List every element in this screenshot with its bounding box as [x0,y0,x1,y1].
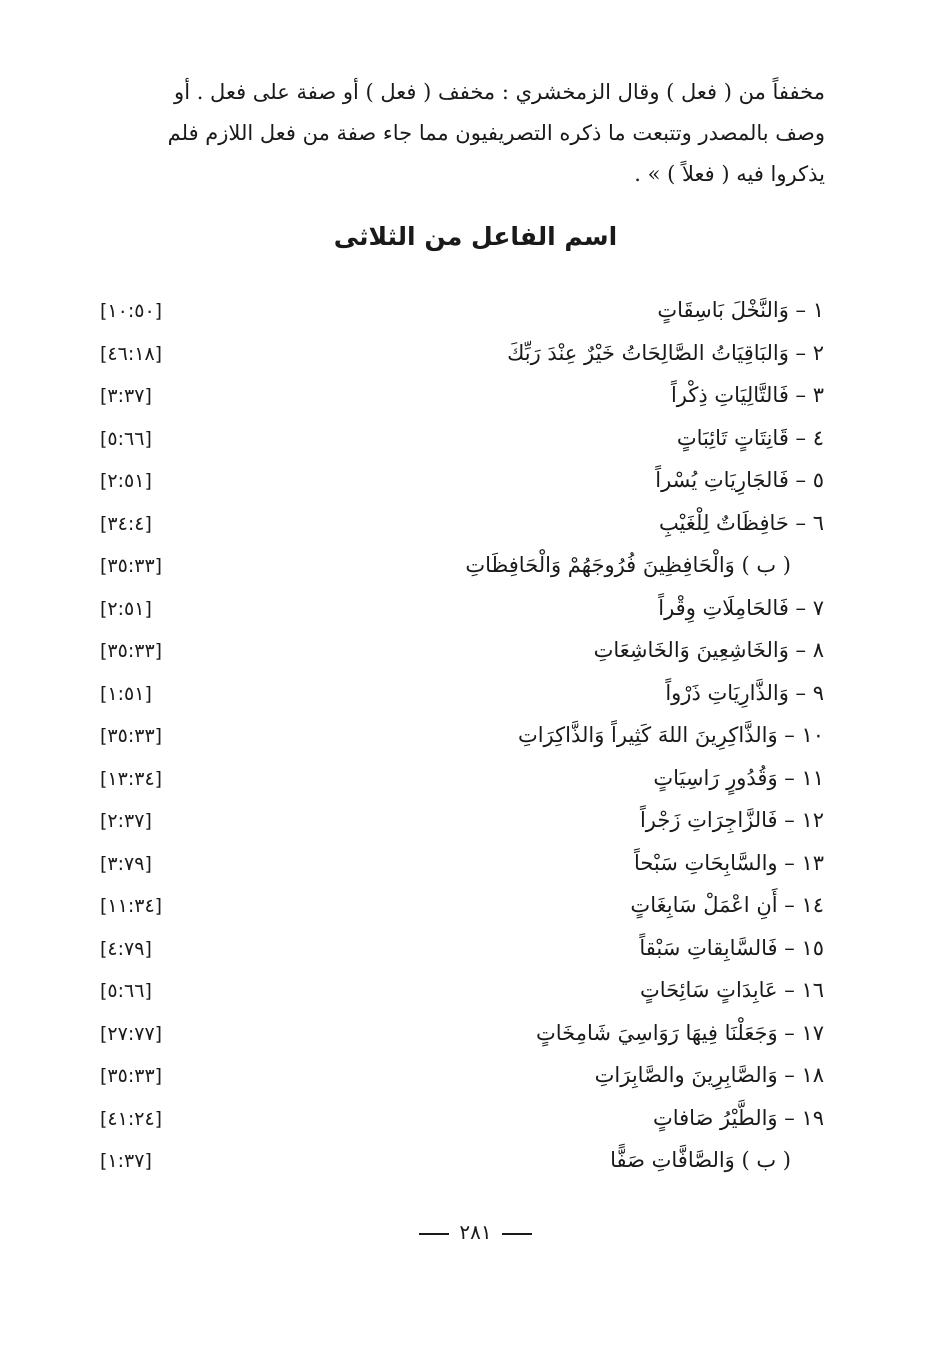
verse-text: ٧ – فَالحَامِلَاتِ وِقْراً [658,595,824,620]
verse-reference: [٣٥:٣٣] [100,640,163,662]
intro-line: وصف بالمصدر وتتبعت ما ذكره التصريفيون مما جاء صفة من فعل اللازم فلم [167,121,825,145]
verse-sub-entry [0,1144,951,1187]
verse-reference: [٤:٧٩] [100,937,152,960]
page-number: ٢٨١ [459,1220,492,1244]
verse-text: ٩ – وَالذَّارِيَاتِ ذَرْواً [665,680,824,705]
verse-reference: [٣٥:٣٣] [100,1065,163,1087]
verse-text: ١٢ – فَالزَّاجِرَاتِ زَجْراً [639,808,824,832]
verse-reference: [٣:٧٩] [100,852,152,875]
verse-entry [0,889,951,932]
verse-reference: [٢٧:٧٧] [100,1022,163,1045]
verse-text: ١٤ – أَنِ اعْمَلْ سَابِغَاتٍ [630,893,824,917]
verse-text: ٦ – حَافِظَاتٌ لِلْغَيْبِ [658,510,824,535]
intro-line: يذكروا فيه ( فعلاً ) » . [634,162,825,186]
verse-entry [0,337,951,380]
verse-reference: [٢:٥١] [100,470,152,492]
verse-entry [0,592,951,635]
verse-entry [0,847,951,890]
verse-text: ١٥ – فَالسَّابِقاتِ سَبْقاً [639,935,824,960]
verse-reference: [٢:٥١] [100,597,152,620]
verse-entry [0,974,951,1017]
verse-text: ١٠ – وَالذَّاكِرِينَ اللهَ كَثِيراً وَالذَّاكِرَاتِ [517,723,824,747]
verse-entry [0,1059,951,1102]
verse-entry [0,1017,951,1060]
verse-text: ( ب ) وَالْحَافِظِينَ فُرُوجَهُمْ وَالْحَافِظَاتِ [465,553,791,577]
verse-entry [0,932,951,975]
verse-text: ٢ – وَالبَاقِيَاتُ الصَّالِحَاتُ خَيْرٌ عِنْدَ رَبِّكَ [507,340,824,365]
verse-reference: [١٠:٥٠] [100,300,163,322]
verse-reference: [٥:٦٦] [100,427,152,450]
verse-text: ١٧ – وَجَعَلْنَا فِيهَا رَوَاسِيَ شَامِخَاتٍ [535,1020,824,1045]
verse-reference: [٣٤:٤] [100,512,152,535]
verse-reference: [٤٦:١٨] [100,342,163,365]
verse-text: ٣ – فَالتَّالِيَاتِ ذِكْراً [670,383,824,407]
verse-entry [0,294,951,337]
verse-reference: [٣٥:٣٣] [100,555,163,577]
verse-reference: [١٣:٣٤] [100,767,163,790]
verse-entry [0,804,951,847]
verse-reference: [١١:٣٤] [100,895,163,917]
verse-entry [0,762,951,805]
verse-text: ١٣ – والسَّابِحَاتِ سَبْحاً [633,850,824,875]
verse-reference: [١:٥١] [100,682,152,705]
verse-text: ( ب ) وَالصَّافَّاتِ صَفًّا [610,1148,791,1172]
verse-reference: [٣:٣٧] [100,385,152,407]
intro-paragraph [95,72,825,195]
intro-line: مخففاً من ( فعل ) وقال الزمخشري : مخفف ( فعل ) أو صفة على فعل . أو [174,80,825,104]
verse-entry [0,379,951,422]
verse-entry [0,719,951,762]
verse-reference: [١:٣٧] [100,1150,152,1172]
verse-sub-entry [0,549,951,592]
verse-list [0,294,951,1187]
verse-text: ٨ – وَالخَاشِعِينَ وَالخَاشِعَاتِ [593,638,824,662]
page-footer [0,1220,951,1244]
verse-text: ٤ – قَانِتَاتٍ تَائِبَاتٍ [676,425,824,450]
verse-entry [0,1102,951,1145]
verse-entry [0,422,951,465]
verse-reference: [٤١:٢٤] [100,1107,163,1130]
verse-text: ١٨ – وَالصَّابِرِينَ والصَّابِرَاتِ [594,1063,824,1087]
verse-text: ١٦ – عَابِدَاتٍ سَائِحَاتٍ [639,978,824,1002]
verse-reference: [٢:٣٧] [100,810,152,832]
footer-dash [502,1233,532,1235]
section-heading: اسم الفاعل من الثلاثى [333,222,618,251]
verse-entry [0,464,951,507]
footer-dash [419,1233,449,1235]
verse-entry [0,677,951,720]
verse-text: ١ – وَالنَّخْلَ بَاسِقَاتٍ [657,298,824,322]
verse-reference: [٣٥:٣٣] [100,725,163,747]
verse-text: ١١ – وَقُدُورٍ رَاسِيَاتٍ [653,765,824,790]
verse-entry [0,634,951,677]
verse-reference: [٥:٦٦] [100,980,152,1002]
verse-text: ١٩ – وَالطَّيْرُ صَافاتٍ [652,1105,824,1130]
verse-text: ٥ – فَالجَارِيَاتِ يُسْراً [655,468,824,492]
verse-entry [0,507,951,550]
